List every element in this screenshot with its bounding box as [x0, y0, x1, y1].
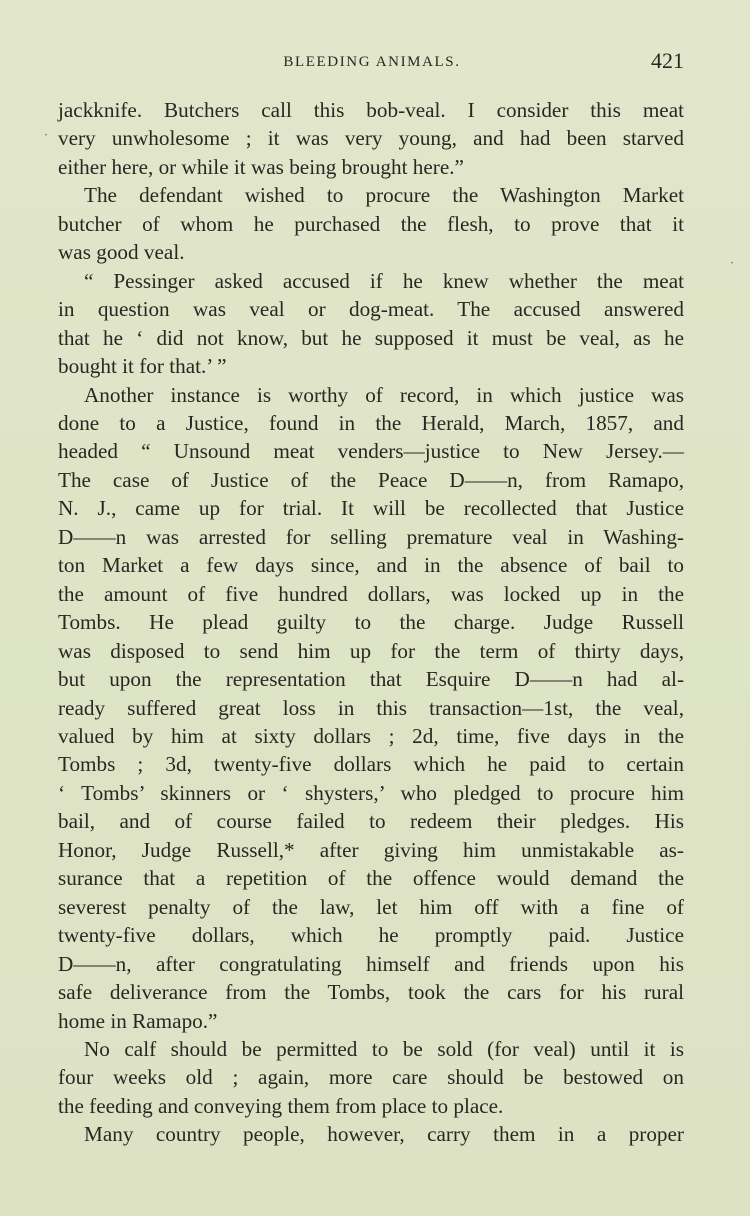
text-line: valued by him at sixty dollars ; 2d, time, five days in the	[58, 723, 684, 748]
text-line: bail, and of course failed to redeem their pledges. His	[58, 809, 684, 834]
text-line: Tombs ; 3d, twenty-five dollars which he paid to certain	[58, 752, 684, 777]
text-line: done to a Justice, found in the Herald, March, 1857, and	[58, 410, 684, 435]
text-line: severest penalty of the law, let him off with a fine of	[58, 894, 684, 919]
page-number: 421	[651, 48, 684, 73]
page-header	[60, 46, 684, 80]
body-text	[58, 96, 684, 1149]
text-line: “ Pessinger asked accused if he knew whether the meat	[84, 268, 684, 293]
text-line: home in Ramapo.”	[58, 1008, 218, 1033]
text-line: surance that a repetition of the offence would demand the	[58, 866, 684, 891]
text-line: D——n, after congratulating himself and friends upon his	[58, 951, 684, 976]
running-head: BLEEDING ANIMALS.	[283, 54, 461, 70]
text-line: either here, or while it was being brought here.”	[58, 154, 464, 179]
text-line: that he ‘ did not know, but he supposed it must be veal, as he	[58, 325, 684, 350]
text-line: in question was veal or dog-meat. The accused answered	[58, 297, 684, 322]
text-line: Tombs. He plead guilty to the charge. Judge Russell	[58, 610, 684, 635]
text-line: The case of Justice of the Peace D——n, from Ramapo,	[58, 467, 684, 492]
text-line: No calf should be permitted to be sold (for veal) until it is	[84, 1036, 684, 1061]
paragraph	[58, 1035, 684, 1120]
text-line: ‘ Tombs’ skinners or ‘ shysters,’ who pledged to procure him	[58, 780, 684, 805]
text-line: jackknife. Butchers call this bob-veal. I consider this meat	[58, 98, 684, 122]
text-line: N. J., came up for trial. It will be recollected that Justice	[58, 496, 684, 521]
text-line: D——n was arrested for selling premature veal in Washing-	[58, 524, 684, 549]
paragraph	[58, 181, 684, 266]
text-line: the feeding and conveying them from place to place.	[58, 1093, 504, 1118]
margin-speck: ·	[44, 128, 48, 142]
text-line: but upon the representation that Esquire D——n had al-	[58, 667, 684, 692]
text-line: bought it for that.’ ”	[58, 354, 227, 379]
margin-speck: ·	[730, 256, 734, 270]
text-line: Many country people, however, carry them in a proper	[84, 1122, 684, 1147]
paragraph	[58, 96, 684, 181]
text-line: safe deliverance from the Tombs, took the cars for his rural	[58, 980, 684, 1005]
text-line: was disposed to send him up for the term of thirty days,	[58, 638, 684, 663]
text-line: very unwholesome ; it was very young, and had been starved	[58, 126, 684, 151]
text-line: four weeks old ; again, more care should be bestowed on	[58, 1065, 684, 1090]
paragraph	[58, 1120, 684, 1148]
paragraph	[58, 267, 684, 381]
text-line: Another instance is worthy of record, in which justice was	[84, 382, 684, 407]
text-line: butcher of whom he purchased the flesh, to prove that it	[58, 211, 684, 236]
text-line: Honor, Judge Russell,* after giving him unmistakable as-	[58, 837, 684, 862]
text-line: the amount of five hundred dollars, was locked up in the	[58, 581, 684, 606]
text-line: was good veal.	[58, 240, 185, 265]
text-line: The defendant wished to procure the Washington Market	[84, 183, 684, 208]
paragraph	[58, 381, 684, 1035]
text-line: headed “ Unsound meat venders—justice to New Jersey.—	[58, 439, 684, 464]
text-line: twenty-five dollars, which he promptly paid. Justice	[58, 923, 684, 948]
text-line: ton Market a few days since, and in the absence of bail to	[58, 553, 684, 578]
text-line: ready suffered great loss in this transaction—1st, the veal,	[58, 695, 684, 720]
